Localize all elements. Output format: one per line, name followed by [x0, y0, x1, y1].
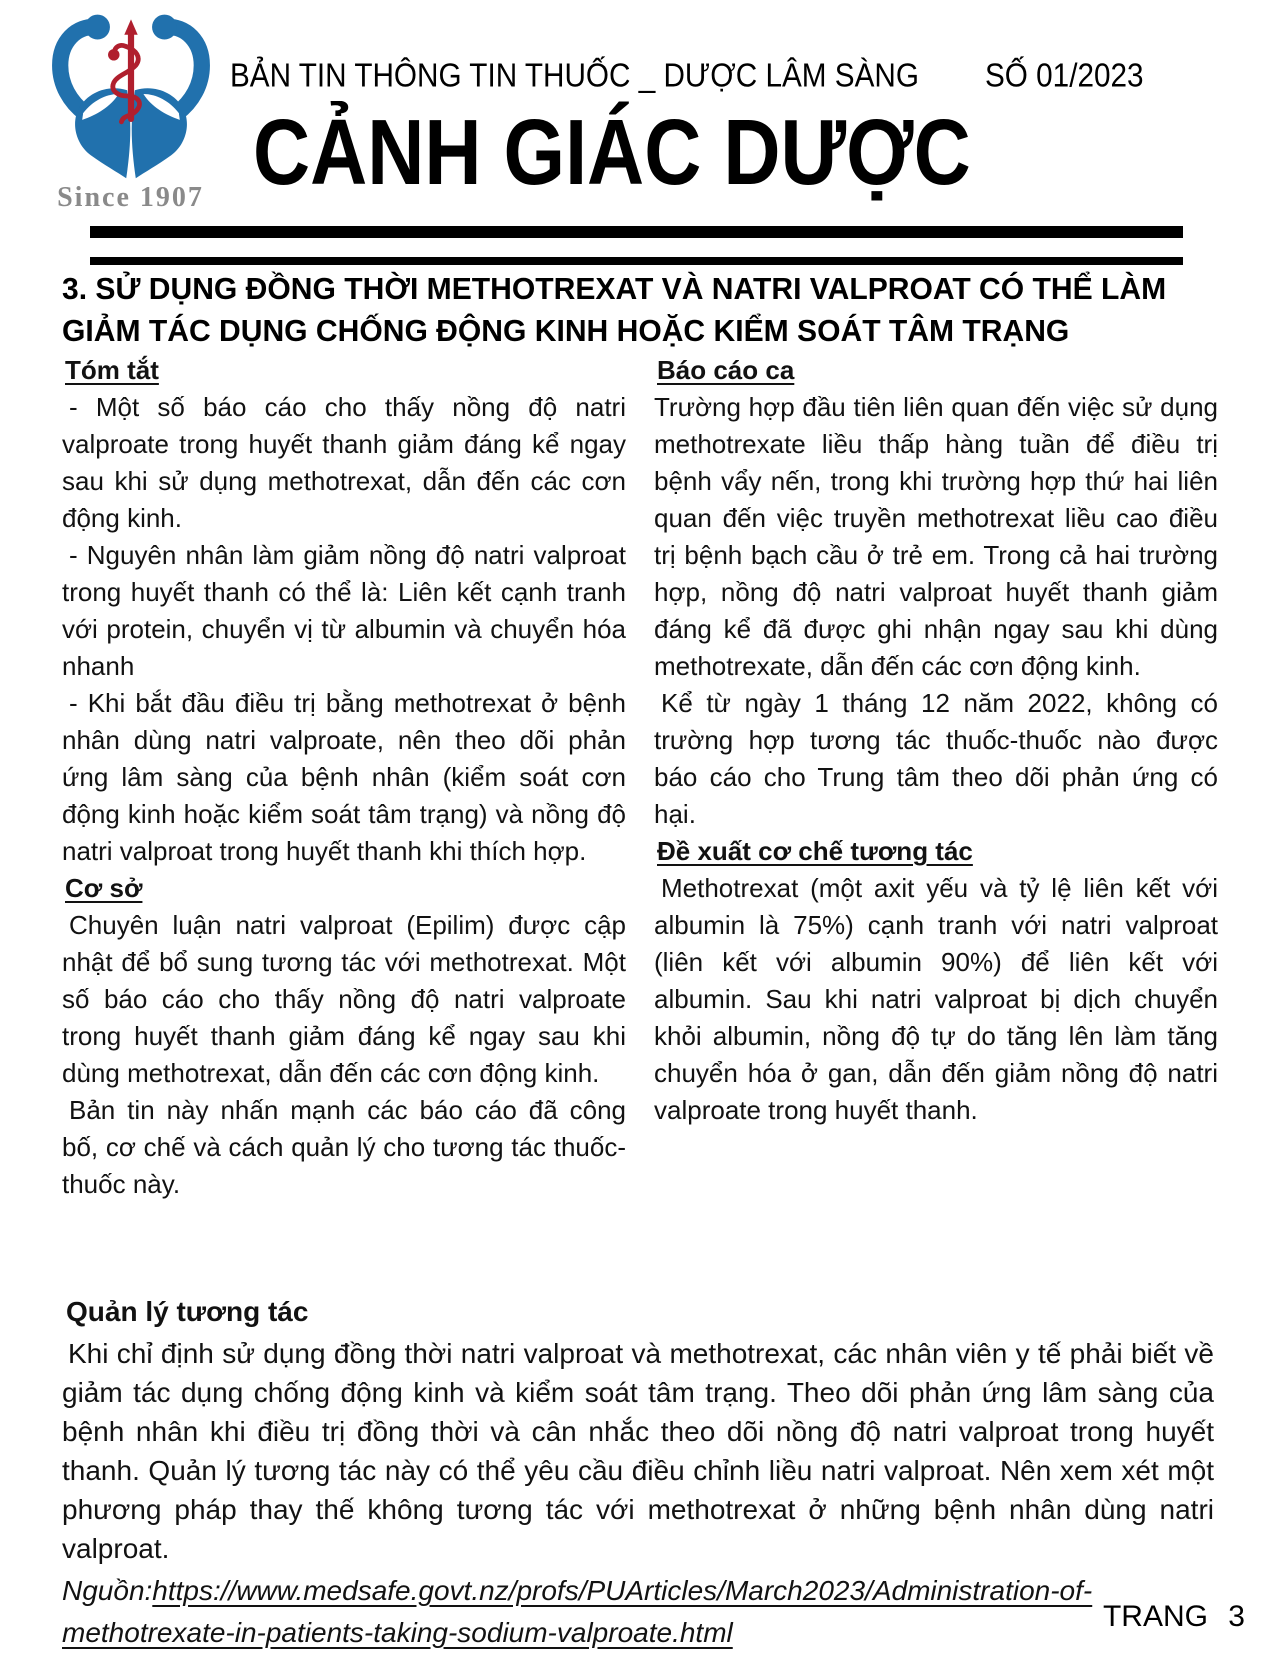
- case-report-paragraph: Kể từ ngày 1 tháng 12 năm 2022, không có trường hợp tương tác thuốc-thuốc nào được báo cáo cho Trung tâm theo dõi phản ứng có hại.: [654, 688, 1218, 829]
- summary-heading: Tóm tắt: [65, 355, 159, 385]
- hands-heart-logo: [31, 6, 231, 184]
- case-report-paragraph: Trường hợp đầu tiên liên quan đến việc sử dụng methotrexate liều thấp hàng tuần để điều trị bệnh vẩy nến, trong khi trường hợp thứ hai liên quan đến việc truyền methotrexat liều cao điều trị bệnh bạch cầu ở trẻ em. Trong cả hai trường hợp, nồng độ natri valproat huyết thanh giảm đáng kể đã được ghi nhận ngay sau khi dùng methotrexate, dẫn đến các cơn động kinh.: [654, 392, 1218, 681]
- summary-item: - Một số báo cáo cho thấy nồng độ natri valproate trong huyết thanh giảm đáng kể ngay sau khi sử dụng methotrexat, dẫn đến các cơn động kinh.: [62, 392, 626, 533]
- management-heading: Quản lý tương tác: [66, 1296, 309, 1327]
- article-heading: 3. SỬ DỤNG ĐỒNG THỜI METHOTREXAT VÀ NATRI VALPROAT CÓ THỂ LÀM GIẢM TÁC DỤNG CHỐNG ĐỘNG KINH HOẶC KIỂM SOÁT TÂM TRẠNG: [62, 271, 1167, 348]
- background-paragraph: Bản tin này nhấn mạnh các báo cáo đã công bố, cơ chế và cách quản lý cho tương tác thuốc-thuốc này.: [62, 1095, 626, 1199]
- management-paragraph: Khi chỉ định sử dụng đồng thời natri valproat và methotrexat, các nhân viên y tế phải biết về giảm tác dụng chống động kinh và kiểm soát tâm trạng. Theo dõi phản ứng lâm sàng của bệnh nhân khi điều trị đồng thời và cân nhắc theo dõi nồng độ natri valproat trong huyết thanh. Quản lý tương tác này có thể yêu cầu điều chỉnh liều natri valproat. Nên xem xét một phương pháp thay thế không tương tác với methotrexat ở những bệnh nhân dùng natri valproat.: [62, 1338, 1214, 1564]
- source-label: Nguồn:: [62, 1575, 153, 1606]
- mechanism-paragraph: Methotrexat (một axit yếu và tỷ lệ liên kết với albumin là 75%) cạnh tranh với natri valproat (liên kết với albumin 90%) để liên kết với albumin. Sau khi natri valproat bị dịch chuyển khỏi albumin, nồng độ tự do tăng lên làm tăng chuyển hóa ở gan, dẫn đến giảm nồng độ natri valproate trong huyết thanh.: [654, 873, 1218, 1125]
- issue-number: SỐ 01/2023: [985, 56, 1144, 94]
- case-reports-heading: Báo cáo ca: [657, 355, 795, 385]
- page-number: TRANG 3: [1102, 1600, 1245, 1633]
- summary-item: - Khi bắt đầu điều trị bằng methotrexat ở bệnh nhân dùng natri valproate, nên theo dõi phản ứng lâm sàng của bệnh nhân (kiểm soát cơn động kinh hoặc kiểm soát tâm trạng) và nồng độ natri valproat trong huyết thanh khi thích hợp.: [62, 688, 626, 866]
- mechanism-heading: Đề xuất cơ chế tương tác: [657, 836, 973, 866]
- divider-rule-top: [90, 226, 1183, 238]
- source-link[interactable]: https://www.medsafe.govt.nz/profs/PUArticles/March2023/Administration-of-methotrexate-in-patients-taking-sodium-valproate.html: [62, 1575, 1093, 1648]
- background-paragraph: Chuyên luận natri valproat (Epilim) được cập nhật để bổ sung tương tác với methotrexat. Một số báo cáo cho thấy nồng độ natri valproate trong huyết thanh giảm đáng kể ngay sau khi dùng methotrexat, dẫn đến các cơn động kinh.: [62, 910, 626, 1088]
- logo-caption: Since 1907: [57, 182, 204, 213]
- organization-logo: [28, 6, 233, 214]
- background-heading: Cơ sở: [65, 873, 143, 903]
- source-line: [62, 1570, 1214, 1654]
- left-column: [62, 352, 626, 1203]
- right-column: [654, 352, 1218, 1203]
- article-body-columns: [62, 352, 1218, 1203]
- summary-item: - Nguyên nhân làm giảm nồng độ natri valproat trong huyết thanh có thể là: Liên kết cạnh tranh với protein, chuyển vị từ albumin và chuyển hóa nhanh: [62, 540, 626, 681]
- management-section: [62, 1294, 1214, 1654]
- main-title: CẢNH GIÁC DƯỢC: [253, 101, 971, 205]
- newsletter-title: BẢN TIN THÔNG TIN THUỐC _ DƯỢC LÂM SÀNG: [230, 56, 919, 94]
- divider-rule-bottom: [90, 257, 1183, 265]
